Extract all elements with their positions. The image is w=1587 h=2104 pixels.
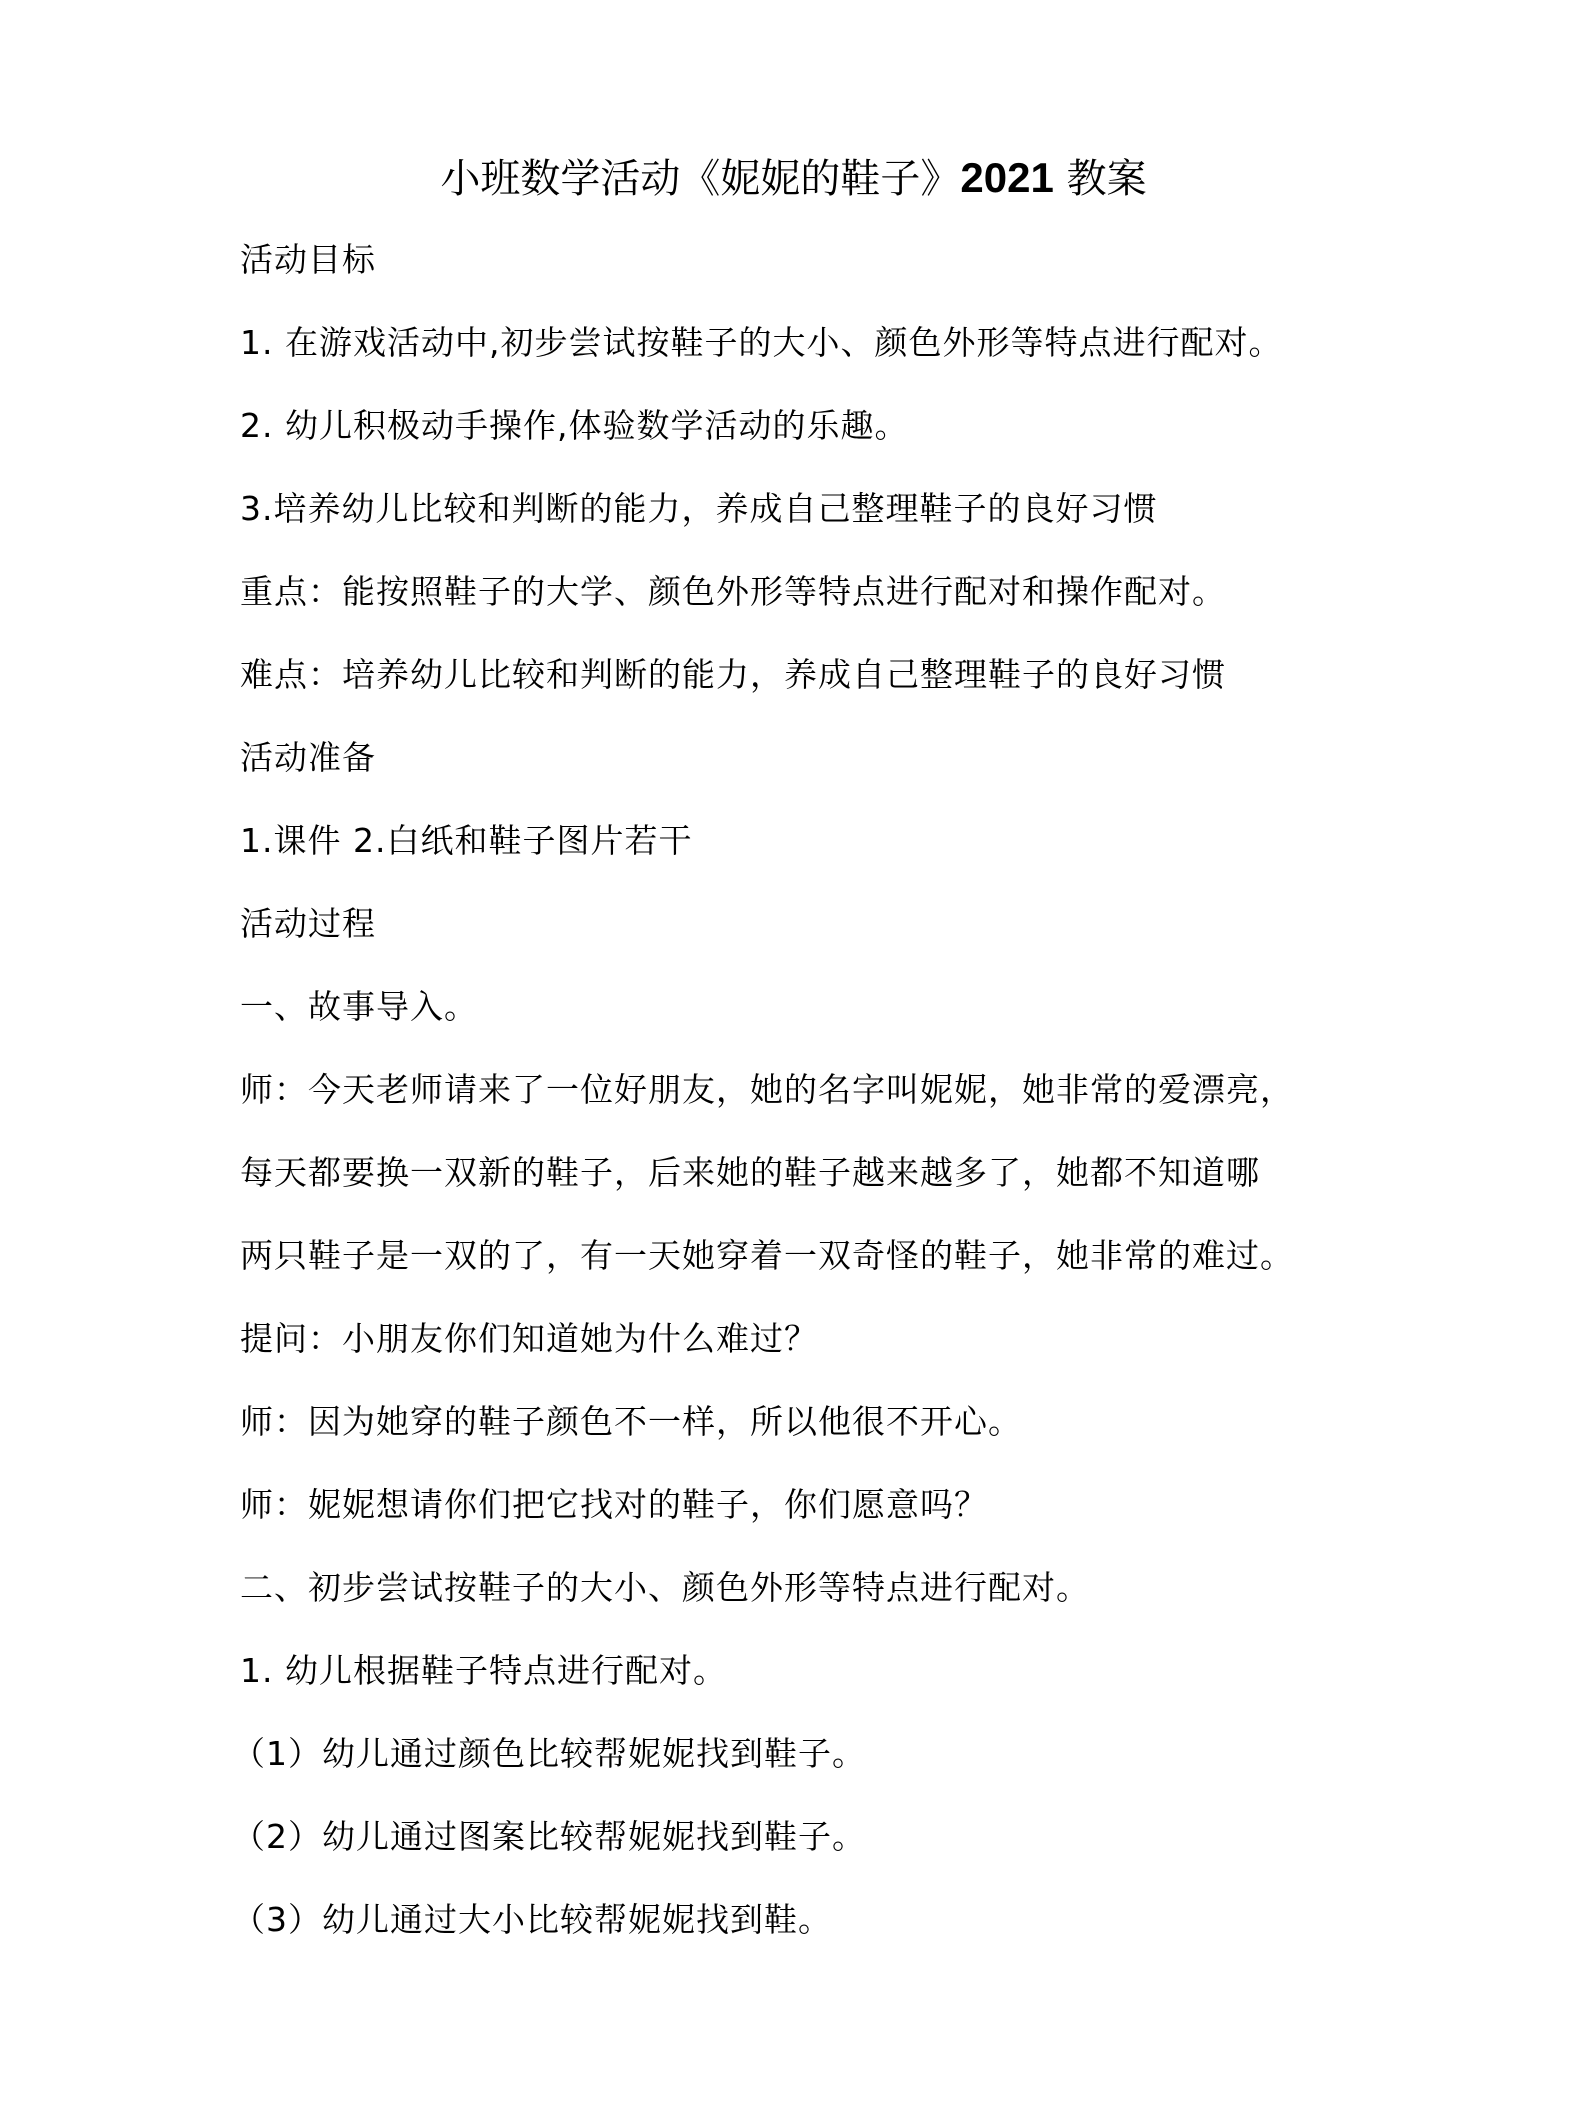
paragraph-sub-3: （3）幼儿通过大小比较帮妮妮找到鞋。 bbox=[232, 1900, 832, 1939]
title-suffix: 教案 bbox=[1053, 156, 1147, 202]
paragraph-key-point: 重点：能按照鞋子的大学、颜色外形等特点进行配对和操作配对。 bbox=[240, 572, 1226, 611]
paragraph-section-1: 一、故事导入。 bbox=[240, 987, 478, 1026]
paragraph-story-3: 两只鞋子是一双的了，有一天她穿着一双奇怪的鞋子，她非常的难过。 bbox=[240, 1236, 1294, 1275]
paragraph-goals-heading: 活动目标 bbox=[240, 240, 376, 279]
paragraph-goal-1: 1. 在游戏活动中,初步尝试按鞋子的大小、颜色外形等特点进行配对。 bbox=[240, 323, 1283, 362]
paragraph-prep-items: 1.课件 2.白纸和鞋子图片若干 bbox=[240, 821, 693, 860]
paragraph-story-1: 师：今天老师请来了一位好朋友，她的名字叫妮妮，她非常的爱漂亮， bbox=[240, 1070, 1294, 1109]
paragraph-goal-2: 2. 幼儿积极动手操作,体验数学活动的乐趣。 bbox=[240, 406, 909, 445]
title-prefix: 小班数学活动《妮妮的鞋子》 bbox=[440, 156, 961, 202]
paragraph-sub-1: （1）幼儿通过颜色比较帮妮妮找到鞋子。 bbox=[232, 1734, 866, 1773]
paragraph-prep-heading: 活动准备 bbox=[240, 738, 376, 777]
paragraph-goal-3: 3.培养幼儿比较和判断的能力，养成自己整理鞋子的良好习惯 bbox=[240, 489, 1158, 528]
paragraph-teacher-1: 师：因为她穿的鞋子颜色不一样，所以他很不开心。 bbox=[240, 1402, 1022, 1441]
paragraph-question: 提问：小朋友你们知道她为什么难过？ bbox=[240, 1319, 818, 1358]
paragraph-sub-2: （2）幼儿通过图案比较帮妮妮找到鞋子。 bbox=[232, 1817, 866, 1856]
paragraph-story-2: 每天都要换一双新的鞋子，后来她的鞋子越来越多了，她都不知道哪 bbox=[240, 1153, 1260, 1192]
title-year: 2021 bbox=[960, 154, 1054, 201]
paragraph-difficulty: 难点：培养幼儿比较和判断的能力，养成自己整理鞋子的良好习惯 bbox=[240, 655, 1226, 694]
paragraph-step-1: 1. 幼儿根据鞋子特点进行配对。 bbox=[240, 1651, 727, 1690]
paragraph-teacher-2: 师：妮妮想请你们把它找对的鞋子，你们愿意吗？ bbox=[240, 1485, 988, 1524]
document-title bbox=[0, 150, 1587, 207]
paragraph-process-heading: 活动过程 bbox=[240, 904, 376, 943]
paragraph-section-2: 二、初步尝试按鞋子的大小、颜色外形等特点进行配对。 bbox=[240, 1568, 1090, 1607]
